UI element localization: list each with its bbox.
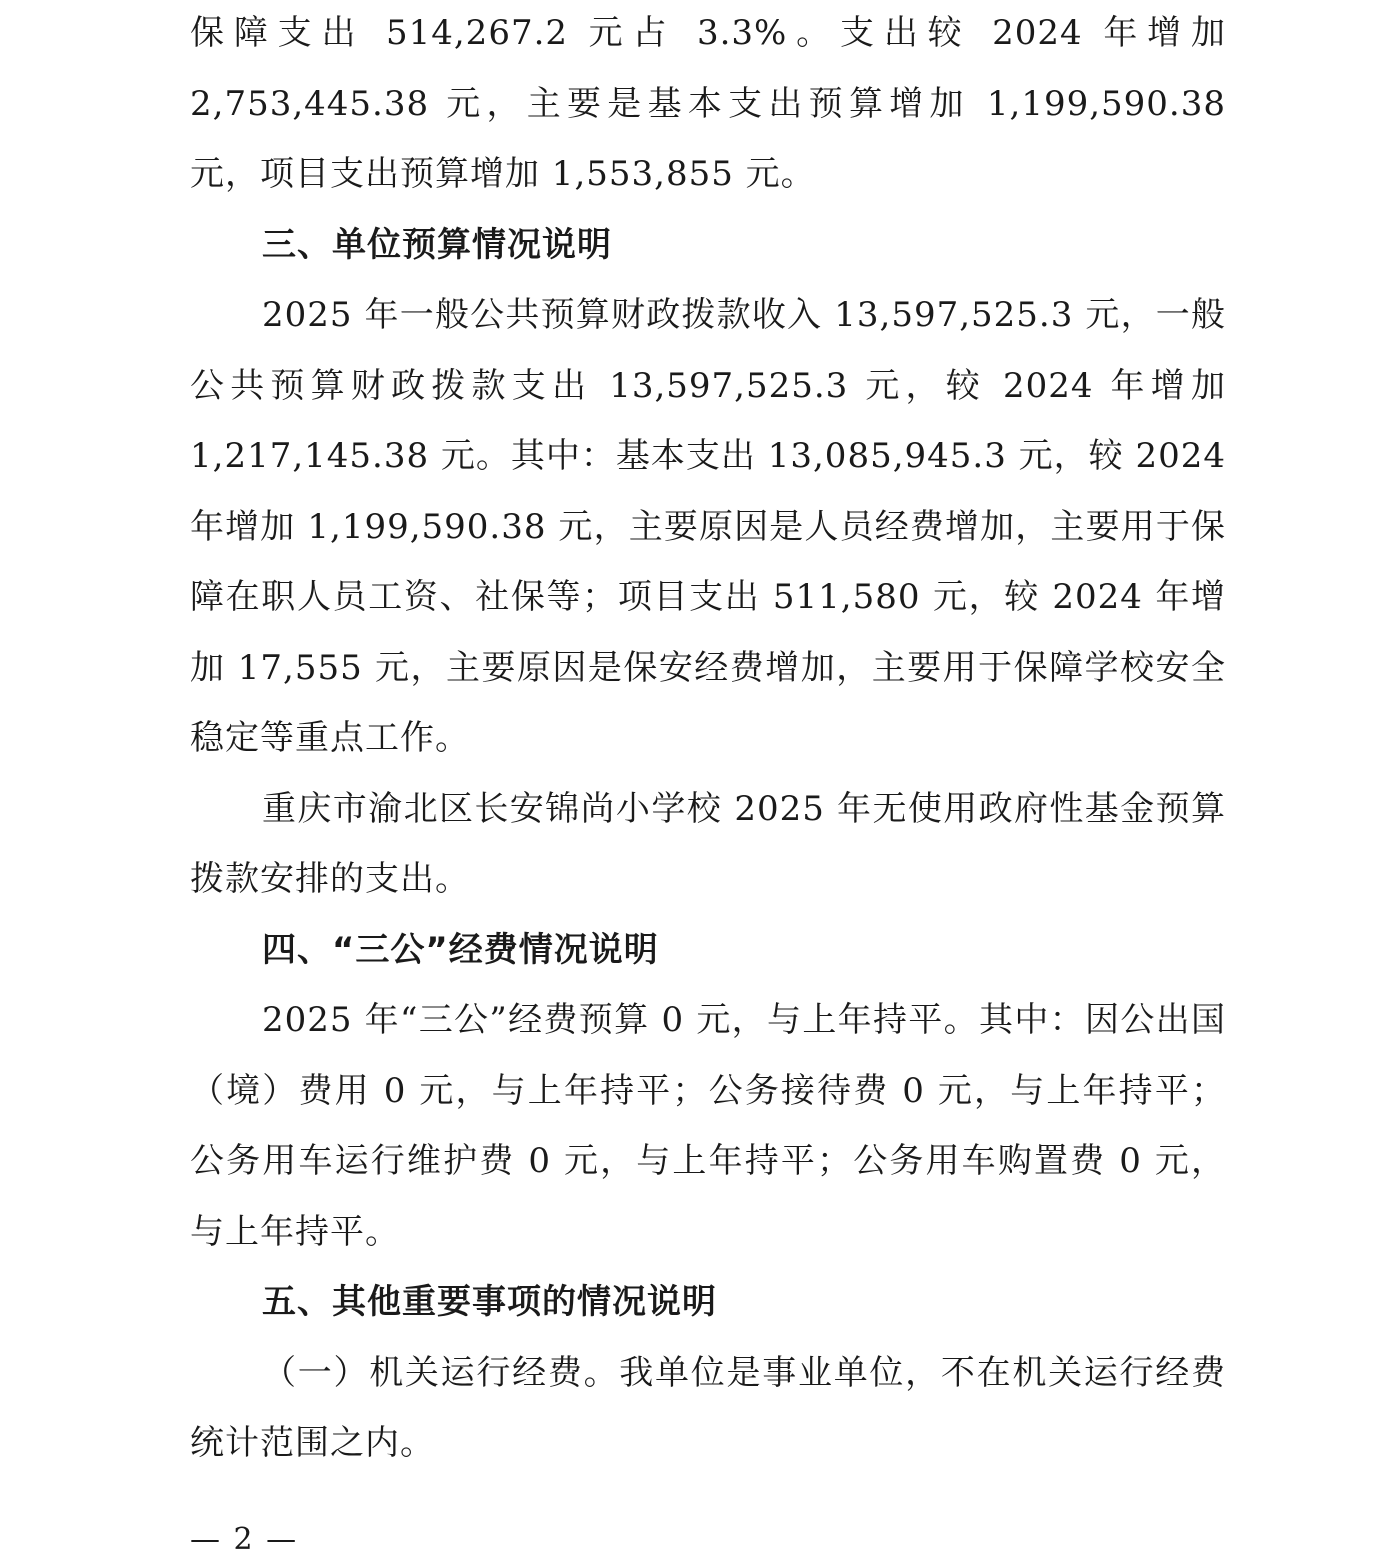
heading-three-public-expenses: 四、“三公”经费情况说明 bbox=[262, 929, 659, 970]
heading-unit-budget: 三、单位预算情况说明 bbox=[262, 224, 612, 265]
paragraph-government-fund: 重庆市渝北区长安锦尚小学校 2025 年无使用政府性基金预算拨款安排的支出。 bbox=[190, 788, 1226, 899]
heading-other-matters: 五、其他重要事项的情况说明 bbox=[262, 1282, 717, 1322]
paragraph-general-budget: 2025 年一般公共预算财政拨款收入 13,597,525.3 元，一般公共预算财政拨款支出 13,597,525.3 元，较 2024 年增加 1,217,145.38 元。其中：基本支出 13,085,945.3 元，较 2024 年增加 1,199,590.38 元，主要原因是人员经费增加，主要用于保障在职人员工资、社保等；项目支出 511,580 元，较 2024 年增加 17,555 元，主要原因是保安经费增加，主要用于保障学校安全稳定等重点工作。 bbox=[190, 295, 1226, 758]
document-page bbox=[190, 0, 1226, 1479]
paragraph-three-public-expenses: 2025 年“三公”经费预算 0 元，与上年持平。其中：因公出国（境）费用 0 元，与上年持平；公务接待费 0 元，与上年持平；公务用车运行维护费 0 元，与上年持平；公务用车购置费 0 元，与上年持平。 bbox=[190, 1000, 1226, 1252]
paragraph-expenditure-summary: 保障支出 514,267.2 元占 3.3%。支出较 2024 年增加 2,753,445.38 元，主要是基本支出预算增加 1,199,590.38 元，项目支出预算增加 1,553,855 元。 bbox=[190, 13, 1226, 194]
paragraph-operating-expenses: （一）机关运行经费。我单位是事业单位，不在机关运行经费统计范围之内。 bbox=[190, 1352, 1226, 1463]
page-number: — 2 — bbox=[190, 1522, 299, 1557]
